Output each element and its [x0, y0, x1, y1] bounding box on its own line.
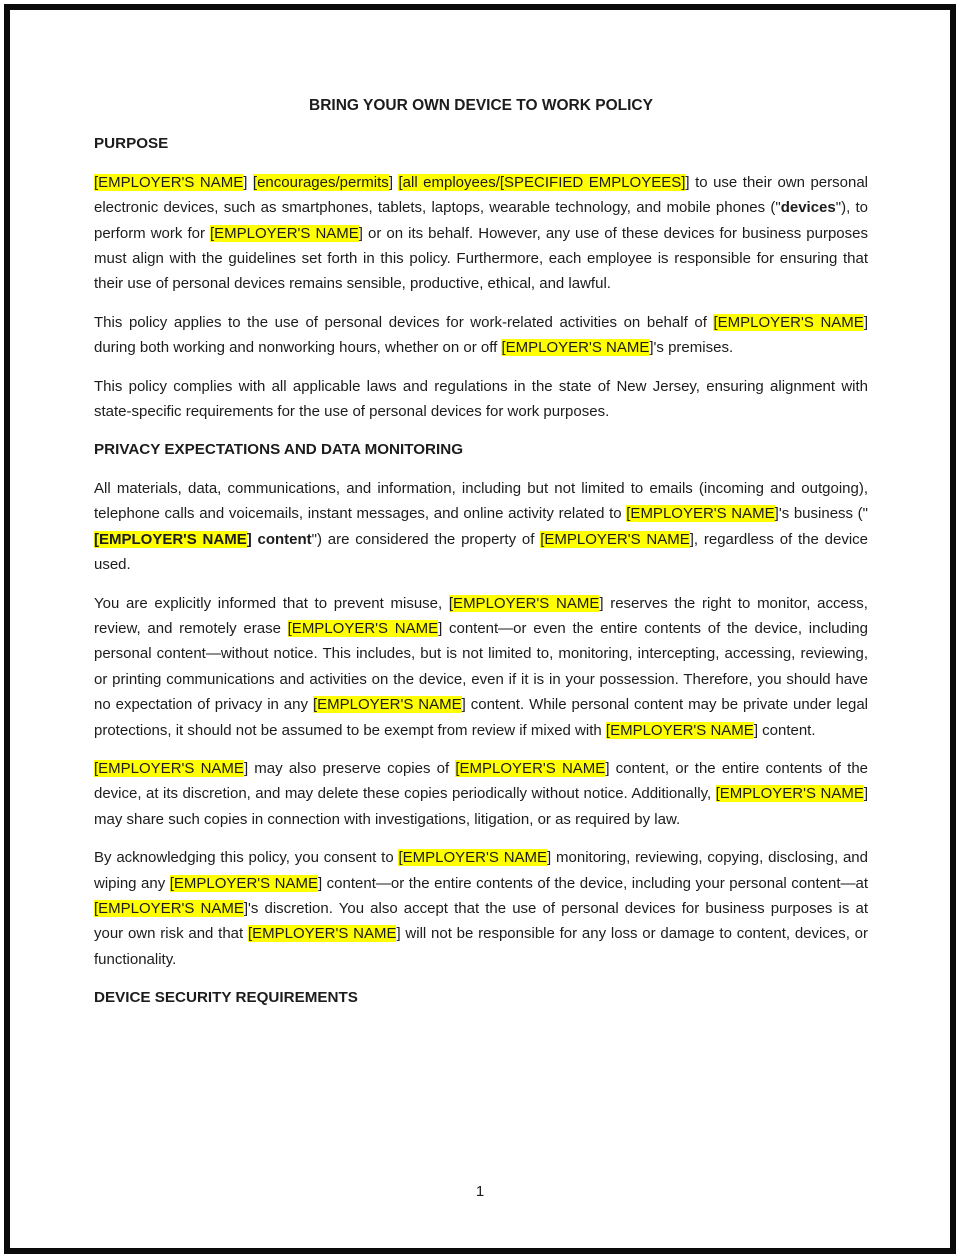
highlighted-placeholder: [EMPLOYER'S NAME [94, 899, 244, 917]
paragraph [94, 756, 868, 832]
text-run: ] content. [753, 721, 816, 739]
text-run: ") are considered the property of [311, 530, 541, 548]
text-run: ] monitoring, reviewing, copying, disclosing, and wiping any [94, 849, 868, 892]
highlighted-placeholder: [EMPLOYER'S NAME [210, 224, 359, 242]
document-body [94, 131, 868, 1010]
paragraph [94, 374, 868, 425]
section-heading: PURPOSE [94, 135, 169, 153]
paragraph [94, 310, 868, 361]
section-heading: DEVICE SECURITY REQUIREMENTS [94, 989, 358, 1007]
highlighted-placeholder: [EMPLOYER'S NAME [94, 530, 247, 548]
text-run: ] will not be responsible for any loss or damage to content, devices, or functionality. [94, 925, 868, 968]
highlighted-placeholder: [EMPLOYER'S NAME [626, 505, 775, 523]
text-run: By acknowledging this policy, you consent to [94, 849, 399, 867]
highlighted-placeholder: [EMPLOYER'S NAME [169, 874, 318, 892]
text-run: ] content—or the entire contents of the device, including your personal content—at [318, 874, 868, 892]
paragraph [94, 591, 868, 743]
paragraph [94, 170, 868, 297]
text-run: ] content [246, 530, 312, 548]
text-run: ] reserves the right to monitor, access, review, and remotely erase [94, 594, 868, 637]
highlighted-placeholder: [EMPLOYER'S NAME [605, 721, 754, 739]
document-title: BRING YOUR OWN DEVICE TO WORK POLICY [309, 97, 653, 114]
paragraph [94, 476, 868, 578]
text-run: This policy applies to the use of personal devices for work-related activities on behalf of [94, 313, 714, 331]
text-run: ] may also preserve copies of [243, 759, 456, 777]
highlighted-placeholder: [EMPLOYER'S NAME [94, 173, 244, 191]
highlighted-placeholder: [EMPLOYER'S NAME [247, 925, 397, 943]
text-run: ] to use their own personal electronic devices, such as smartphones, tablets, laptops, wearable technology, and mobile phones (" [94, 173, 868, 217]
text-run: ] may share such copies in connection with investigations, litigation, or as required by law. [94, 785, 868, 828]
text-run: ], regardless of the device used. [94, 530, 868, 574]
text-run: ] during both working and nonworking hours, whether on or off [94, 313, 868, 357]
highlighted-placeholder: [EMPLOYER'S NAME [287, 619, 439, 637]
text-run: You are explicitly informed that to prevent misuse, [94, 594, 449, 612]
document [94, 93, 868, 1024]
text-run: ]'s premises. [649, 339, 734, 357]
text-run: ] content. While personal content may be private under legal protections, it should not be assumed to be exempt from review if mixed with [94, 696, 869, 739]
text-run: ]'s business (" [774, 505, 869, 523]
highlighted-placeholder: [EMPLOYER'S NAME [501, 339, 650, 357]
text-run: ] content, or the entire contents of the device, at its discretion, and may delete these copies periodically without notice. Additionally, [94, 759, 868, 803]
highlighted-placeholder: [EMPLOYER'S NAME [312, 696, 462, 714]
highlighted-placeholder: [encourages/permits [252, 173, 389, 191]
text-run: devices [780, 199, 836, 217]
highlighted-placeholder: [all employees/[SPECIFIED EMPLOYEES] [398, 173, 686, 191]
text-run: ] or on its behalf. However, any use of these devices for business purposes must align with the guidelines set forth in this policy. Furthermore, each employee is responsible for ensuring that their use of personal devices remains sensible, productive, ethical, and lawful. [94, 224, 868, 293]
page-number: 1 [475, 1183, 485, 1200]
text-run: ] content—or even the entire contents of the device, including personal content—without notice. This includes, but is not limited to, monitoring, intercepting, accessing, reviewing, or printing communications and activities on the device, even if it is in your possession. Therefore, you should have no expectation of privacy in any [94, 619, 868, 714]
text-run: "), to perform work for [94, 199, 868, 242]
text-run: ] [243, 173, 253, 191]
highlighted-placeholder: [EMPLOYER'S NAME [94, 759, 244, 777]
highlighted-placeholder: [EMPLOYER'S NAME [713, 313, 864, 331]
highlighted-placeholder: [EMPLOYER'S NAME [455, 759, 606, 777]
text-run: All materials, data, communications, and information, including but not limited to emails (incoming and outgoing), telephone calls and voicemails, instant messages, and online activity related to [94, 479, 868, 523]
paragraph [94, 845, 868, 972]
highlighted-placeholder: [EMPLOYER'S NAME [448, 594, 600, 612]
text-run: ]'s discretion. You also accept that the use of personal devices for business purposes is at your own risk and that [94, 899, 868, 943]
text-run: This policy complies with all applicable laws and regulations in the state of New Jersey, ensuring alignment with state-specific requirements for the use of personal devices for work purposes. [94, 377, 868, 421]
text-run: ] [388, 173, 399, 191]
highlighted-placeholder: [EMPLOYER'S NAME [540, 530, 690, 548]
highlighted-placeholder: [EMPLOYER'S NAME [715, 785, 864, 803]
section-heading: PRIVACY EXPECTATIONS AND DATA MONITORING [94, 441, 464, 459]
highlighted-placeholder: [EMPLOYER'S NAME [398, 849, 548, 867]
